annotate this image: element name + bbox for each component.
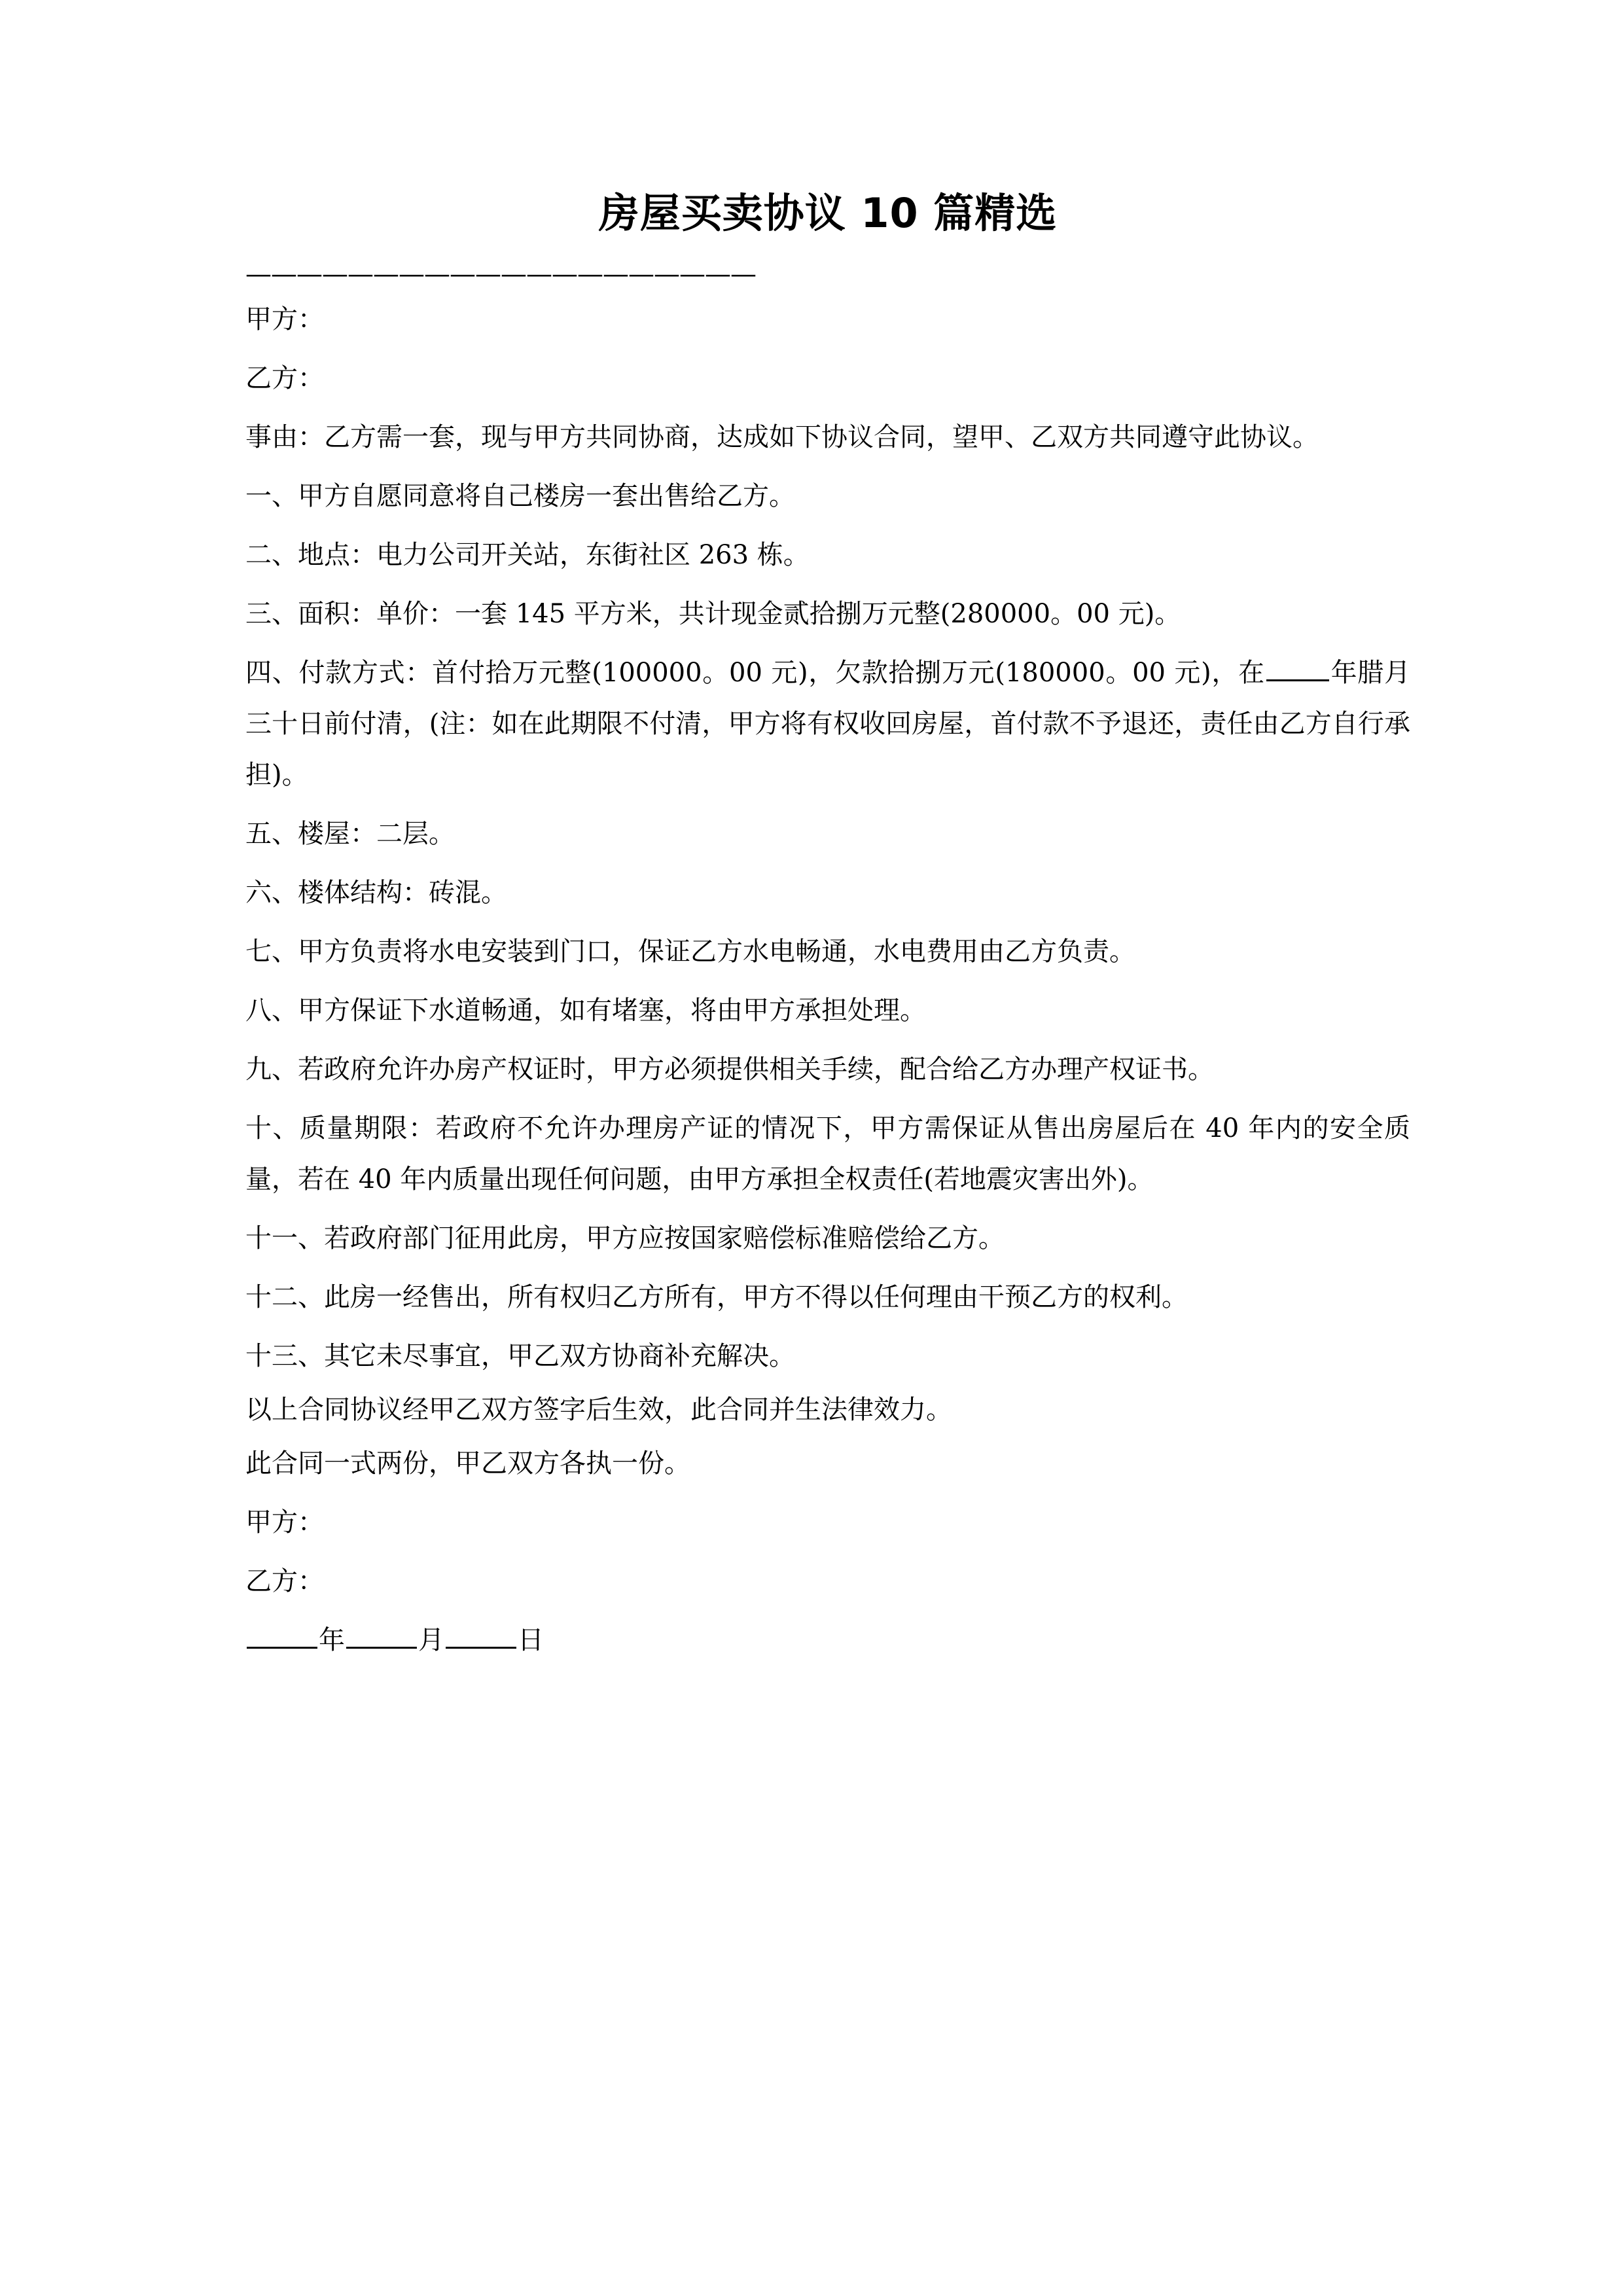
clause-item-10: 十、质量期限：若政府不允许办理房产证的情况下，甲方需保证从售出房屋后在 40 年内的安全质量，若在 40 年内质量出现任何问题，由甲方承担全权责任(若地震灾害出外)。: [245, 1113, 1410, 1195]
clause-item-4: [245, 647, 1410, 800]
clause-item-9: 九、若政府允许办房产权证时，甲方必须提供相关手续，配合给乙方办理产权证书。: [245, 1054, 1214, 1085]
date-month-blank[interactable]: [346, 1622, 417, 1649]
closing-effect-statement: 以上合同协议经甲乙双方签字后生效，此合同并生法律效力。: [245, 1395, 952, 1426]
clause-four-prefix: 四、付款方式：首付拾万元整(100000。00 元)，欠款拾捌万元(180000。00 元)，在: [245, 658, 1265, 689]
clause-four-suffix: 年腊月三十日前付清，(注：如在此期限不付清，甲方将有权收回房屋，首付款不予退还，责任由乙方自行承担)。: [245, 658, 1410, 791]
date-day-blank[interactable]: [446, 1622, 516, 1649]
signature-date-line: [245, 1615, 1410, 1666]
clause-item-11: 十一、若政府部门征用此房，甲方应按国家赔偿标准赔偿给乙方。: [245, 1223, 1005, 1254]
date-year-label: 年: [319, 1625, 345, 1656]
document-content: [245, 0, 1410, 1674]
page-title: 房屋买卖协议 10 篇精选: [598, 189, 1058, 237]
party-b-label: 乙方：: [245, 363, 324, 394]
preamble-paragraph: 事由：乙方需一套，现与甲方共同协商，达成如下协议合同，望甲、乙双方共同遵守此协议。: [245, 422, 1319, 453]
clause-item-5: 五、楼屋：二层。: [245, 819, 455, 850]
date-day-label: 日: [518, 1625, 544, 1656]
clause-item-3: 三、面积：单价：一套 145 平方米，共计现金贰拾捌万元整(280000。00 元)。: [245, 599, 1181, 630]
clause-four-year-blank[interactable]: [1266, 655, 1329, 681]
clause-item-12: 十二、此房一经售出，所有权归乙方所有，甲方不得以任何理由干预乙方的权利。: [245, 1282, 1188, 1313]
clause-item-2: 二、地点：电力公司开关站，东街社区 263 栋。: [245, 540, 810, 571]
clause-item-1: 一、甲方自愿同意将自己楼房一套出售给乙方。: [245, 481, 795, 512]
clause-item-8: 八、甲方保证下水道畅通，如有堵塞，将由甲方承担处理。: [245, 996, 926, 1026]
signature-party-b-label: 乙方：: [245, 1566, 324, 1597]
signature-party-a-label: 甲方：: [245, 1507, 324, 1538]
date-month-label: 月: [418, 1625, 444, 1656]
clause-item-13: 十三、其它未尽事宜，甲乙双方协商补充解决。: [245, 1341, 795, 1372]
clause-item-6: 六、楼体结构：砖混。: [245, 878, 507, 908]
closing-copies-statement: 此合同一式两份，甲乙双方各执一份。: [245, 1448, 690, 1479]
date-year-blank[interactable]: [247, 1622, 317, 1649]
party-a-label: 甲方：: [245, 304, 324, 335]
title-divider: ————————————————————: [245, 259, 756, 290]
clause-item-7: 七、甲方负责将水电安装到门口，保证乙方水电畅通，水电费用由乙方负责。: [245, 937, 1135, 967]
